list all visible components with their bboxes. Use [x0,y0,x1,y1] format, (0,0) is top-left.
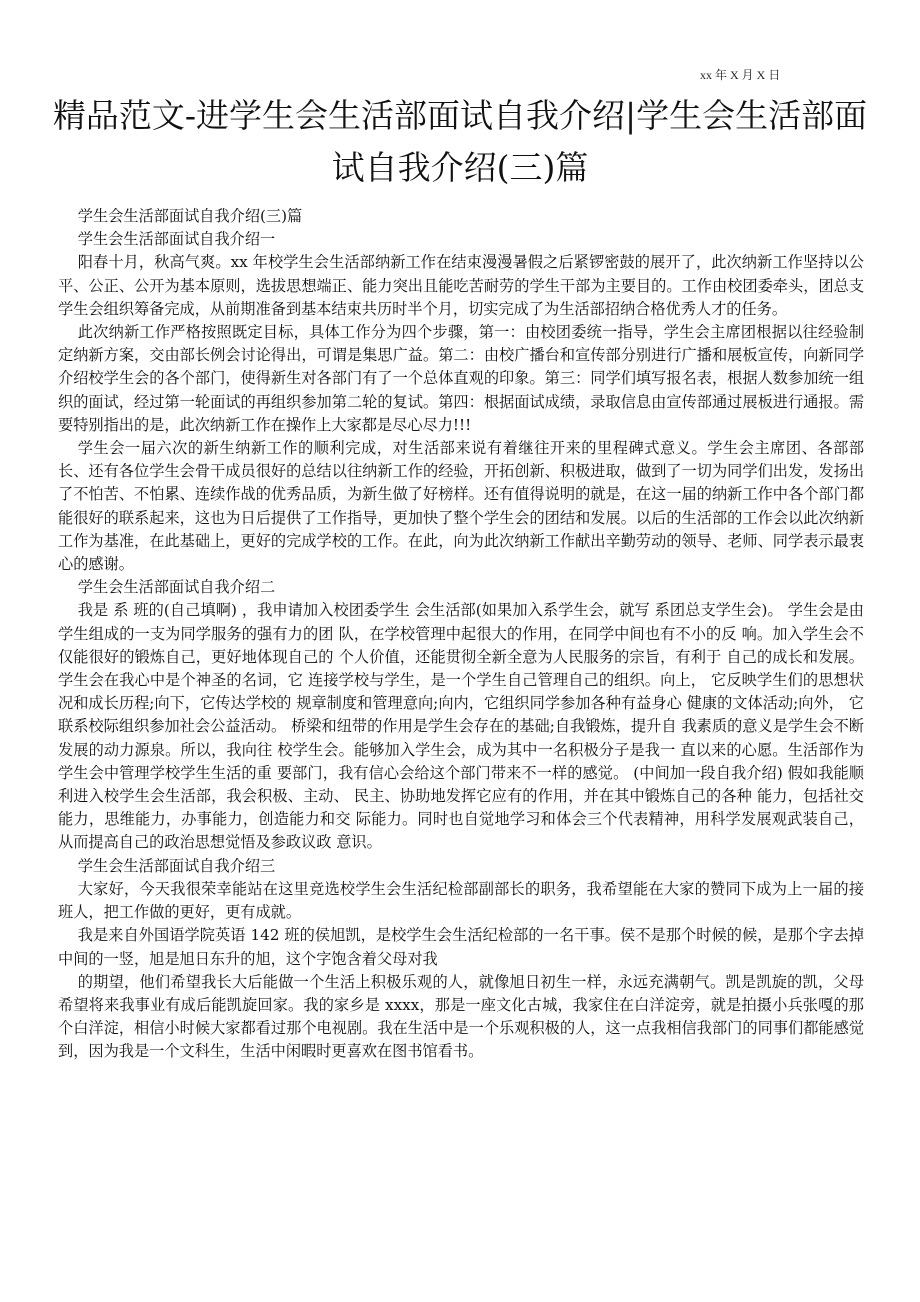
section-heading-1: 学生会生活部面试自我介绍一 [77,230,276,249]
paragraph: 阳春十月，秋高气爽。xx 年校学生会生活部纳新工作在结束漫漫暑假之后紧锣密鼓的展开了，此次纳新工作坚持以公平、公正、公开为基本原则，选拔思想端正、能力突出且能吃苦耐劳的学生干部为主要目的。工作由校团委牵头，团总支学生会组织筹备完成，从前期准备到基本结束共历时半个月，切实完成了为生活部招纳合格优秀人才的任务。 [58,253,864,318]
section-heading-3: 学生会生活部面试自我介绍三 [77,856,276,875]
section-heading-2: 学生会生活部面试自我介绍二 [77,578,276,597]
paragraph: 此次纳新工作严格按照既定目标，具体工作分为四个步骤，第一：由校团委统一指导，学生会主席团根据以往经验制定纳新方案，交由部长例会讨论得出，可谓是集思广益。第二：由校广播台和宣传部分别进行广播和展板宣传，向新同学介绍校学生会的各个部门，使得新生对各部门有了一个总体直观的印象。第三：同学们填写报名表，根据人数参加统一组织的面试，经过第一轮面试的再组织参加第二轮的复试。第四：根据面试成绩，录取信息由宣传部通过展板进行通报。需要特别指出的是，此次纳新工作在操作上大家都是尽心尽力!!! [58,323,864,434]
paragraph: 大家好，今天我很荣幸能站在这里竞选校学生会生活纪检部副部长的职务，我希望能在大家的赞同下成为上一届的接班人，把工作做的更好，更有成就。 [58,879,864,922]
paragraph: 的期望，他们希望我长大后能做一个生活上积极乐观的人，就像旭日初生一样，永远充满朝气。凯是凯旋的凯，父母希望将来我事业有成后能凯旋回家。我的家乡是 xxxx，那是一座文化古城，我家住在白洋淀旁，就是拍摄小兵张嘎的那个白洋淀，相信小时候大家都看过那个电视剧。我在生活中是一个乐观积极的人，这一点我相信我部门的同事们都能感觉到，因为我是一个文科生，生活中闲暇时更喜欢在图书馆看书。 [58,972,864,1061]
paragraph: 我是来自外国语学院英语 142 班的侯旭凯，是校学生会生活纪检部的一名干事。侯不是那个时候的候，是那个字去掉中间的一竖，旭是旭日东升的旭，这个字饱含着父母对我 [58,926,864,968]
document-date: xx 年 X 月 X 日 [700,68,781,82]
document-body [58,205,864,1064]
document-title: 精品范文-进学生会生活部面试自我介绍|学生会生活部面试自我介绍(三)篇 [52,96,868,187]
subtitle-heading: 学生会生活部面试自我介绍(三)篇 [77,207,303,225]
paragraph: 学生会一届六次的新生纳新工作的顺利完成，对生活部来说有着继往开来的里程碑式意义。学生会主席团、各部部长、还有各位学生会骨干成员很好的总结以往纳新工作的经验，开拓创新、积极进取，做到了一切为同学们出发，发扬出了不怕苦、不怕累、连续作战的优秀品质，为新生做了好榜样。还有值得说明的就是，在这一届的纳新工作中各个部门都能很好的联系起来，这也为日后提供了工作指导，更加快了整个学生会的团结和发展。以后的生活部的工作会以此次纳新工作为基准，在此基础上，更好的完成学校的工作。在此，向为此次纳新工作献出辛勤劳动的领导、老师、同学表示最衷心的感谢。 [58,439,864,574]
paragraph: 我是 系 班的(自己填啊) ，我申请加入校团委学生 会生活部(如果加入系学生会，就写 系团总支学生会)。 学生会是由学生组成的一支为同学服务的强有力的团 队，在学校管理中起很大的作用，在同学中间也有不小的反 响。加入学生会不仅能很好的锻炼自己，更好地体现自己的 个人价值，还能贯彻全新全意为人民服务的宗旨，有利于 自己的成长和发展。学生会在我心中是个神圣的名词，它 连接学校与学生，是一个学生自己管理自己的组织。向上， 它反映学生们的思想状况和成长历程;向下，它传达学校的 规章制度和管理意向;向内，它组织同学参加各种有益身心 健康的文体活动;向外， 它联系校际组织参加社会公益活动。 桥梁和纽带的作用是学生会存在的基础;自我锻炼，提升自 我素质的意义是学生会不断发展的动力源泉。所以，我向往 校学生会。能够加入学生会，成为其中一名积极分子是我一 直以来的心愿。生活部作为学生会中管理学校学生生活的重 要部门，我有信心会给这个部门带来不一样的感觉。 (中间加一段自我介绍) 假如我能顺利进入校学生会生活部，我会积极、主动、 民主、协助地发挥它应有的作用，并在其中锻炼自己的各种 能力，包括社交能力，思维能力，办事能力，创造能力和交 际能力。同时也自觉地学习和体会三个代表精神，用科学发展观武装自己，从而提高自己的政治思想觉悟及参政议政 意识。 [58,601,864,852]
